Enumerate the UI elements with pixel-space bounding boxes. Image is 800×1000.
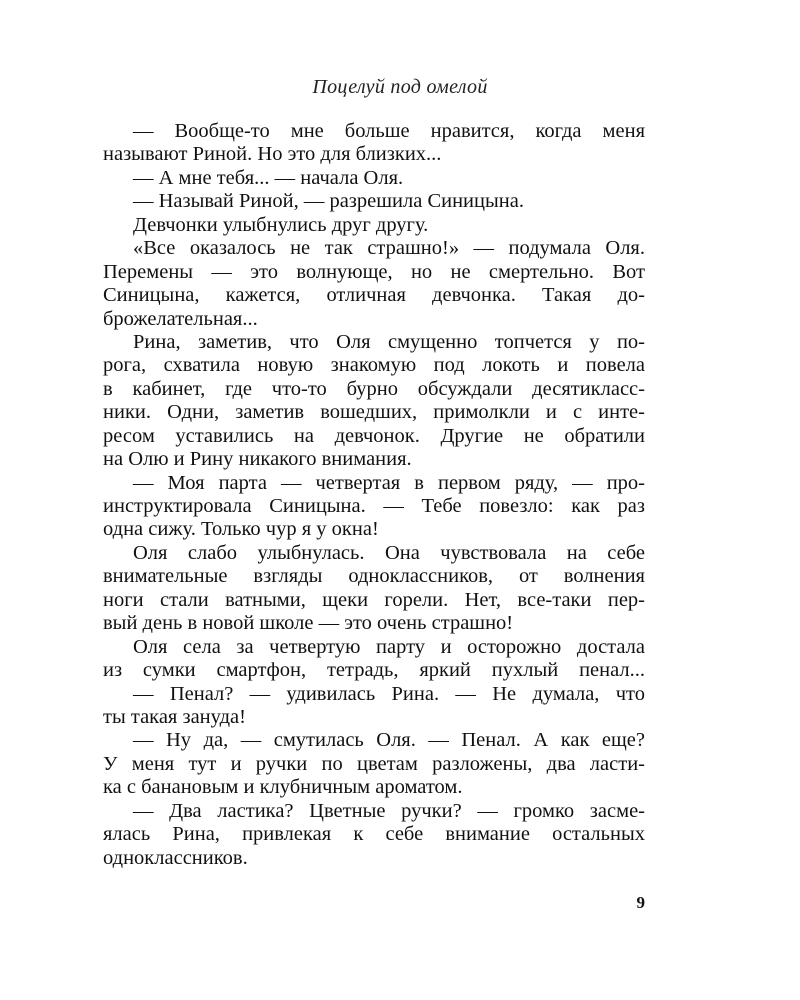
text-line: одна сижу. Только чур я у окна! (103, 518, 379, 541)
running-head: Поцелуй под омелой (312, 76, 488, 98)
text-line: «Все оказалось не так страшно!» — подумала Оля. (133, 237, 645, 260)
text-line: — Называй Риной, — разрешила Синицына. (133, 190, 524, 213)
text-line: У меня тут и ручки по цветам разложены, два ласти- (103, 752, 645, 775)
text-line: ресом уставились на девчонок. Другие не обратили (103, 424, 645, 447)
text-line: — Ну да, — смутилась Оля. — Пенал. А как еще? (133, 729, 645, 752)
text-line: Перемены — это волнующе, но не смертельно. Вот (103, 260, 645, 283)
text-line: ники. Одни, заметив вошедших, примолкли и с инте- (103, 401, 645, 424)
text-line: Девчонки улыбнулись друг другу. (133, 213, 429, 236)
text-line: ты такая зануда! (103, 705, 246, 728)
text-line: ялась Рина, привлекая к себе внимание остальных (103, 823, 645, 846)
text-line: Оля села за четвертую парту и осторожно достала (133, 635, 645, 658)
text-line: — А мне тебя... — начала Оля. (133, 166, 404, 189)
text-line: внимательные взгляды одноклассников, от волнения (103, 565, 645, 588)
text-line: ка с банановым и клубничным ароматом. (103, 776, 463, 799)
text-line: ноги стали ватными, щеки горели. Нет, все-таки пер- (103, 588, 645, 611)
text-line: инструктировала Синицына. — Тебе повезло: как раз (103, 495, 645, 517)
text-line: одноклассников. (103, 846, 248, 869)
text-line: Синицына, кажется, отличная девчонка. Такая до- (103, 284, 645, 307)
text-line: — Моя парта — четвертая в первом ряду, — про- (133, 471, 645, 494)
page-number: 9 (636, 893, 645, 912)
text-line: — Вообще-то мне больше нравится, когда меня (133, 120, 645, 142)
text-line: Рина, заметив, что Оля смущенно топчется у по- (133, 330, 645, 353)
text-line: из сумки смартфон, тетрадь, яркий пухлый пенал... (103, 659, 645, 682)
text-line: на Олю и Рину никакого внимания. (103, 448, 412, 471)
body-text (103, 120, 645, 870)
text-line: брожелательная... (103, 307, 258, 330)
text-line: Оля слабо улыбнулась. Она чувствовала на себе (133, 541, 645, 564)
text-line: называют Риной. Но это для близких... (103, 143, 442, 166)
text-line: — Пенал? — удивилась Рина. — Не думала, что (133, 682, 645, 705)
text-line: в кабинет, где что-то бурно обсуждали десятикласс- (103, 377, 645, 400)
text-line: — Два ластика? Цветные ручки? — громко засме- (133, 799, 645, 822)
text-line: вый день в новой школе — это очень страшно! (103, 612, 514, 635)
text-line: рога, схватила новую знакомую под локоть и повела (103, 354, 645, 377)
